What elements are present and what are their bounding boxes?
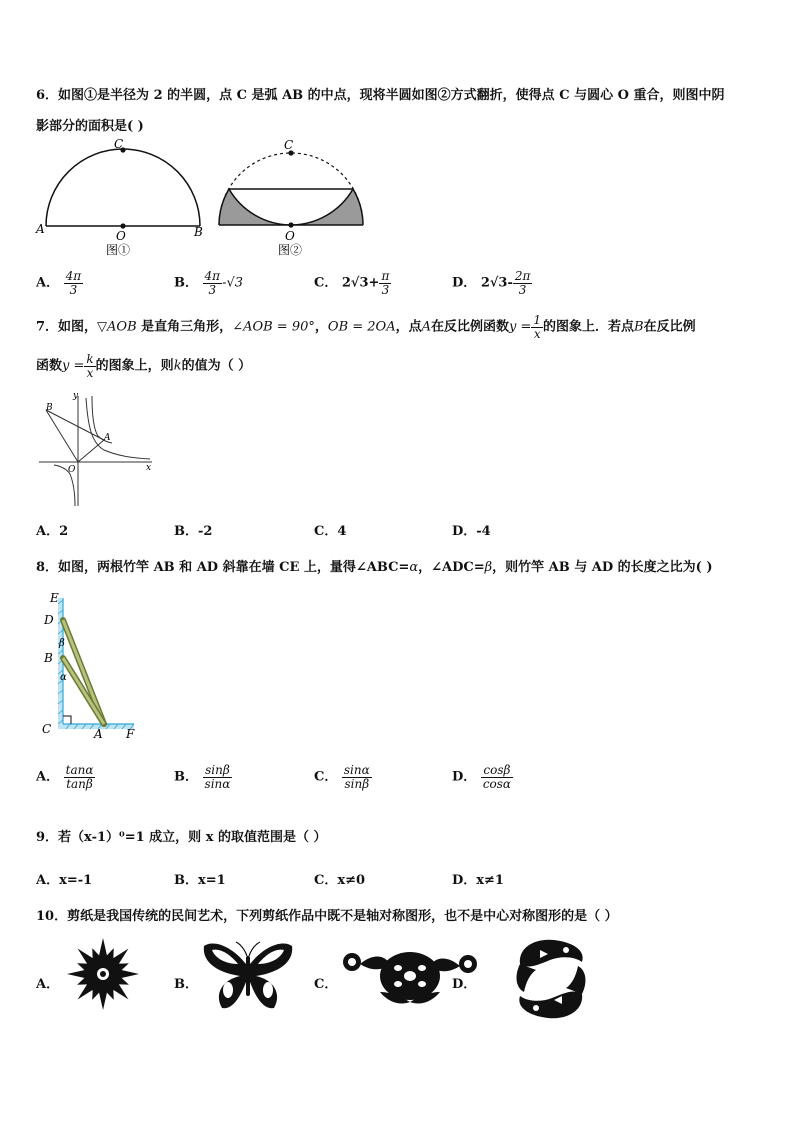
q6-fig2-point-o (288, 222, 293, 227)
q8-figure (36, 590, 146, 740)
q8-label-f: F (126, 727, 135, 740)
q9-option-b: B．x=1 (174, 873, 226, 888)
q10-option-b-label: B． (174, 977, 198, 992)
q8-label-alpha: α (60, 672, 67, 683)
q6-fig2-shaded-region (219, 189, 363, 225)
q6-fig1-label-b: B (194, 225, 203, 239)
q7-curve-first-quadrant (86, 398, 150, 459)
q7-option-a: A．2 (36, 524, 69, 539)
q7-option-b: B．-2 (174, 524, 213, 539)
q8-label-b: B (44, 651, 53, 665)
q8-label-beta: β (59, 638, 65, 649)
q6-stem-line2: 影部分的面积是( ) (36, 119, 144, 134)
q9-option-a: A．x=-1 (36, 873, 93, 888)
q6-option-d: D． 2√3- $\frac{2\pi}{3}$ (452, 269, 531, 297)
q6-option-c: C． 2√3+ $\frac{\pi}{3}$ (314, 269, 390, 297)
q7-stem-line1: 7．如图，▽AOB 是直角三角形，∠AOB = 90°，OB = 2OA，点A在反比例函数y = $\frac{1}{x}$ 的图象上．若点B在反比例 (36, 313, 696, 341)
q8-stem: 8．如图，两根竹竿 AB 和 AD 斜靠在墙 CE 上，量得∠ABC=α，∠ADC=β，则竹竿 AB 与 AD 的长度之比为( ) (36, 560, 713, 575)
q9-stem: 9．若（x-1）⁰=1 成立，则 x 的取值范围是（ ） (36, 830, 327, 845)
q7-segment-oa (78, 440, 104, 462)
q7-stem-line2: 函数y = $\frac{k}{x}$ 的图象上，则k的值为（ ） (36, 352, 252, 380)
q7-label-b: B (46, 403, 53, 413)
q6-fig1-caption: 图① (106, 243, 131, 257)
q7-label-a: A (104, 433, 111, 443)
q10-option-b-papercut-butterfly (200, 938, 296, 1016)
q6-fig1-arc (46, 149, 200, 226)
q6-fig1-point-o (120, 223, 125, 228)
q6-stem-line1: 6．如图①是半径为 2 的半圆，点 C 是弧 AB 的中点，现将半圆如图②方式翻折，使得点 C 与圆心 O 重合，则图中阴 (36, 88, 725, 103)
q6-fig2-label-o: O (285, 229, 295, 243)
q10-option-a-label: A． (36, 977, 60, 992)
q9-option-c: C．x≠0 (314, 873, 366, 888)
q8-right-angle-mark (63, 716, 71, 724)
q10-option-d-label: D． (452, 977, 477, 992)
q8-option-d: D． $\frac{\cos\beta}{\cos\alpha}$ (452, 763, 512, 791)
q7-option-c: C．4 (314, 524, 347, 539)
q7-label-o: O (68, 465, 76, 475)
q9-option-d: D．x≠1 (452, 873, 504, 888)
q8-label-a: A (94, 727, 103, 740)
q6-option-a: A． $\frac{4\pi}{3}$ (36, 269, 82, 297)
q8-label-d: D (44, 613, 54, 627)
q6-fig1-label-o: O (116, 229, 126, 243)
q10-option-d-papercut-fish (510, 934, 592, 1024)
q7-option-d: D．-4 (452, 524, 491, 539)
q7-label-y: y (73, 391, 79, 401)
q6-fig1-label-a: A (36, 222, 45, 236)
q6-figures (34, 136, 374, 261)
q6-fig2-label-c: C (284, 138, 294, 152)
q10-option-a-papercut-flower (64, 936, 142, 1012)
q8-option-c: C． $\frac{\sin\alpha}{\sin\beta}$ (314, 763, 370, 791)
q8-label-e: E (50, 591, 59, 605)
q8-option-a: A． $\frac{\tan\alpha}{\tan\beta}$ (36, 763, 94, 791)
q10-stem: 10．剪纸是我国传统的民间艺术，下列剪纸作品中既不是轴对称图形，也不是中心对称图形的是（ ） (36, 909, 618, 924)
q10-option-c-label: C． (314, 977, 338, 992)
q6-option-b: B． $\frac{4\pi}{3}$ -√3 (174, 269, 244, 297)
q6-fig1-label-c: C (114, 137, 124, 151)
q8-option-b: B． $\frac{\sin\beta}{\sin\alpha}$ (174, 763, 231, 791)
q7-figure (34, 388, 158, 510)
q7-label-x: x (146, 463, 152, 473)
q8-label-c: C (42, 722, 52, 736)
q6-fig2-caption: 图② (278, 243, 303, 257)
